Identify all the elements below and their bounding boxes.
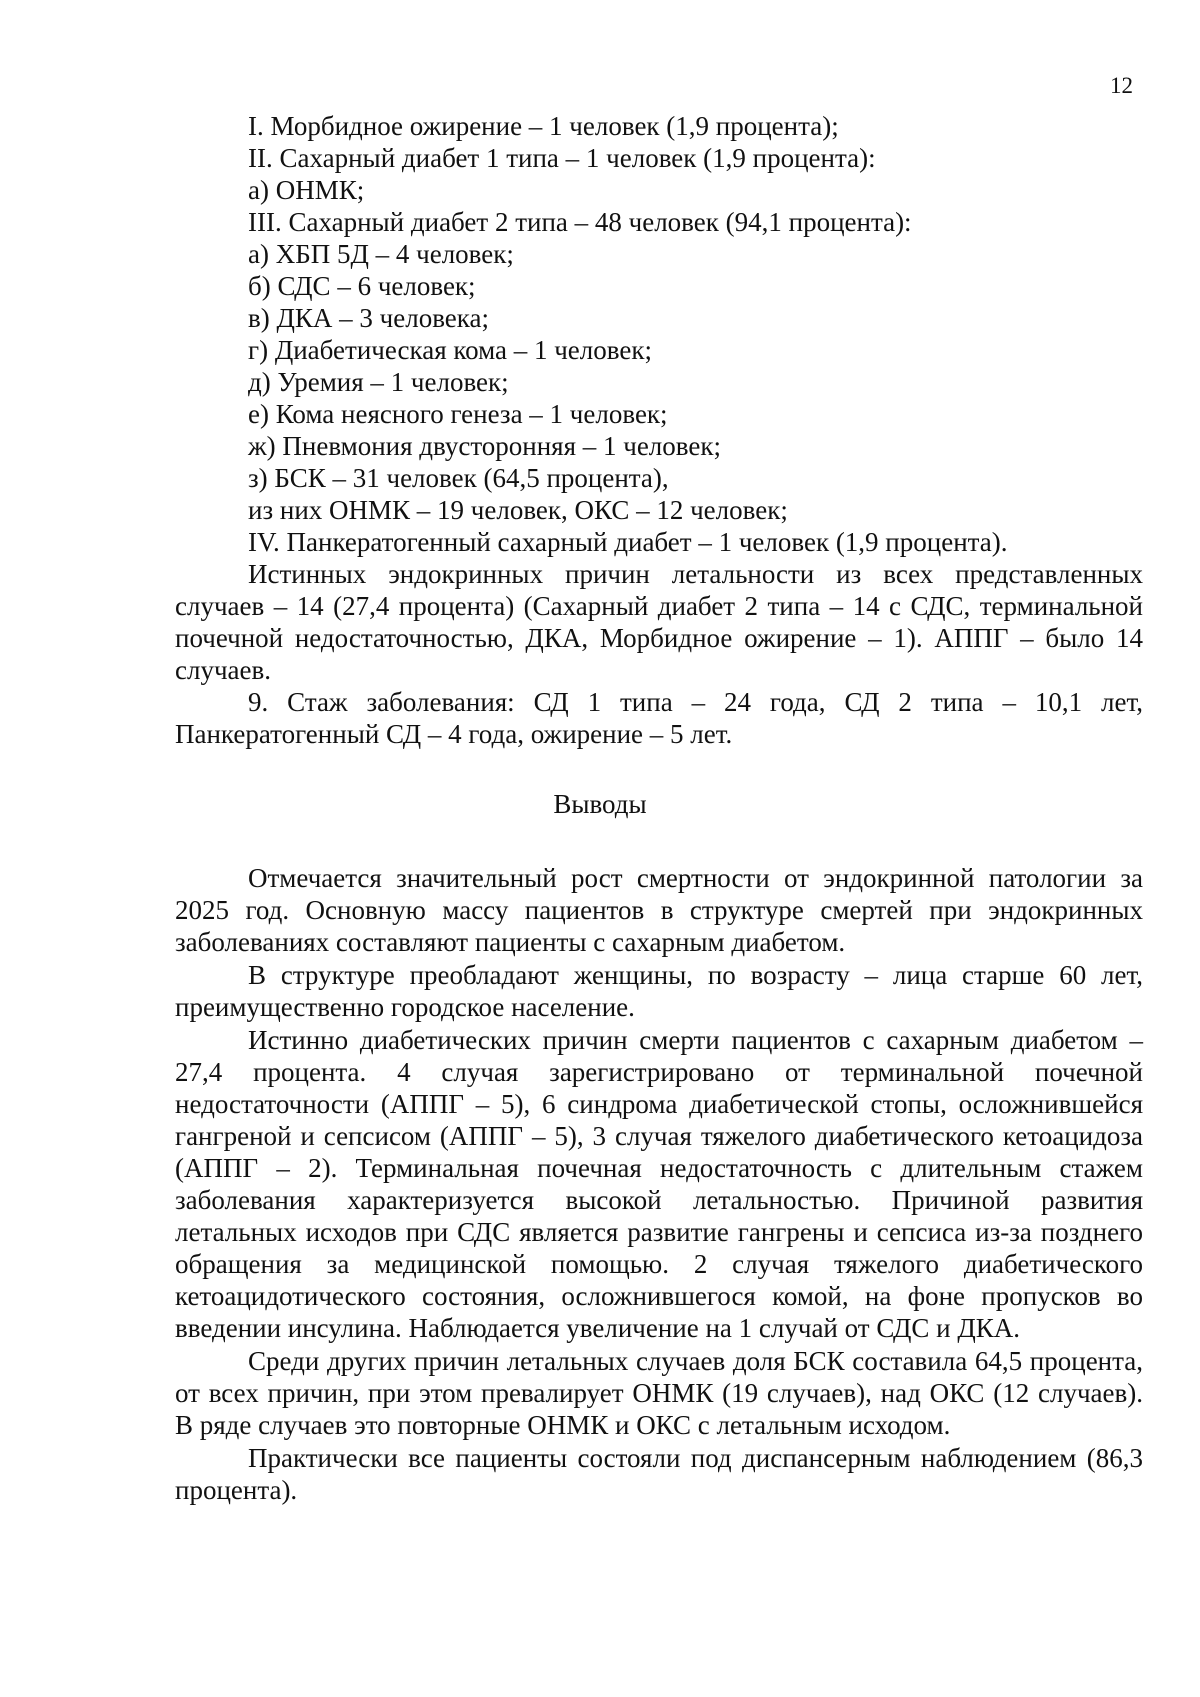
cause-subitem: а) ХБП 5Д – 4 человек; bbox=[248, 239, 514, 269]
conclusions-section bbox=[175, 862, 1143, 1507]
disease-duration-paragraph: 9. Стаж заболевания: СД 1 типа – 24 года, СД 2 типа – 10,1 лет, Панкератогенный СД – 4 года, ожирение – 5 лет. bbox=[175, 687, 1143, 749]
cause-item-pancreatogenic-diabetes: IV. Панкератогенный сахарный диабет – 1 человек (1,9 процента). bbox=[248, 527, 1008, 557]
conclusions-heading: Выводы bbox=[553, 789, 647, 819]
cause-item-diabetes-type2: III. Сахарный диабет 2 типа – 48 человек (94,1 процента): bbox=[248, 207, 912, 237]
conclusion-paragraph: Среди других причин летальных случаев доля БСК составила 64,5 процента, от всех причин, при этом превалирует ОНМК (19 случаев), над ОКС (12 случаев). В ряде случаев это повторные ОНМК и ОКС с летальным исходом. bbox=[175, 1346, 1143, 1440]
cause-subitem: в) ДКА – 3 человека; bbox=[248, 303, 489, 333]
conclusion-paragraph: Практически все пациенты состояли под диспансерным наблюдением (86,3 процента). bbox=[175, 1443, 1143, 1505]
cause-subitem: а) ОНМК; bbox=[248, 175, 365, 205]
cause-subitem: з) БСК – 31 человек (64,5 процента), bbox=[248, 463, 669, 493]
conclusion-paragraph: Истинно диабетических причин смерти пациентов с сахарным диабетом – 27,4 процента. 4 случая зарегистрировано от терминальной почечной недостаточности (АППГ – 5), 6 синдрома диабетической стопы, осложнившейся гангреной и сепсисом (АППГ – 5), 3 случая тяжелого диабетического кетоацидоза (АППГ – 2). Терминальная почечная недостаточность с длительным стажем заболевания характеризуется высокой летальностью. Причиной развития летальных исходов при СДС является развитие гангрены и сепсиса из-за позднего обращения за медицинской помощью. 2 случая тяжелого диабетического кетоацидотического состояния, осложнившегося комой, на фоне пропусков во введении инсулина. Наблюдается увеличение на 1 случай от СДС и ДКА. bbox=[175, 1025, 1143, 1343]
cause-subitem: б) СДС – 6 человек; bbox=[248, 271, 476, 301]
cause-item-diabetes-type1: II. Сахарный диабет 1 типа – 1 человек (1,9 процента): bbox=[248, 143, 876, 173]
mortality-causes-section bbox=[175, 110, 1143, 750]
cause-subitem: е) Кома неясного генеза – 1 человек; bbox=[248, 399, 668, 429]
summary-paragraph: Истинных эндокринных причин летальности из всех представленных случаев – 14 (27,4 процента) (Сахарный диабет 2 типа – 14 с СДС, терминальной почечной недостаточностью, ДКА, Морбидное ожирение – 1). АППГ – было 14 случаев. bbox=[175, 559, 1143, 685]
cause-subitem: ж) Пневмония двусторонняя – 1 человек; bbox=[248, 431, 721, 461]
conclusion-paragraph: Отмечается значительный рост смертности от эндокринной патологии за 2025 год. Основную массу пациентов в структуре смертей при эндокринных заболеваниях составляют пациенты с сахарным диабетом. bbox=[175, 863, 1143, 957]
cause-subitem: д) Уремия – 1 человек; bbox=[248, 367, 509, 397]
page-number: 12 bbox=[1110, 73, 1133, 98]
conclusion-paragraph: В структуре преобладают женщины, по возрасту – лица старше 60 лет, преимущественно городское население. bbox=[175, 960, 1143, 1022]
cause-subitem-detail: из них ОНМК – 19 человек, ОКС – 12 человек; bbox=[248, 495, 788, 525]
cause-item-morbid-obesity: I. Морбидное ожирение – 1 человек (1,9 процента); bbox=[248, 111, 839, 141]
cause-subitem: г) Диабетическая кома – 1 человек; bbox=[248, 335, 652, 365]
